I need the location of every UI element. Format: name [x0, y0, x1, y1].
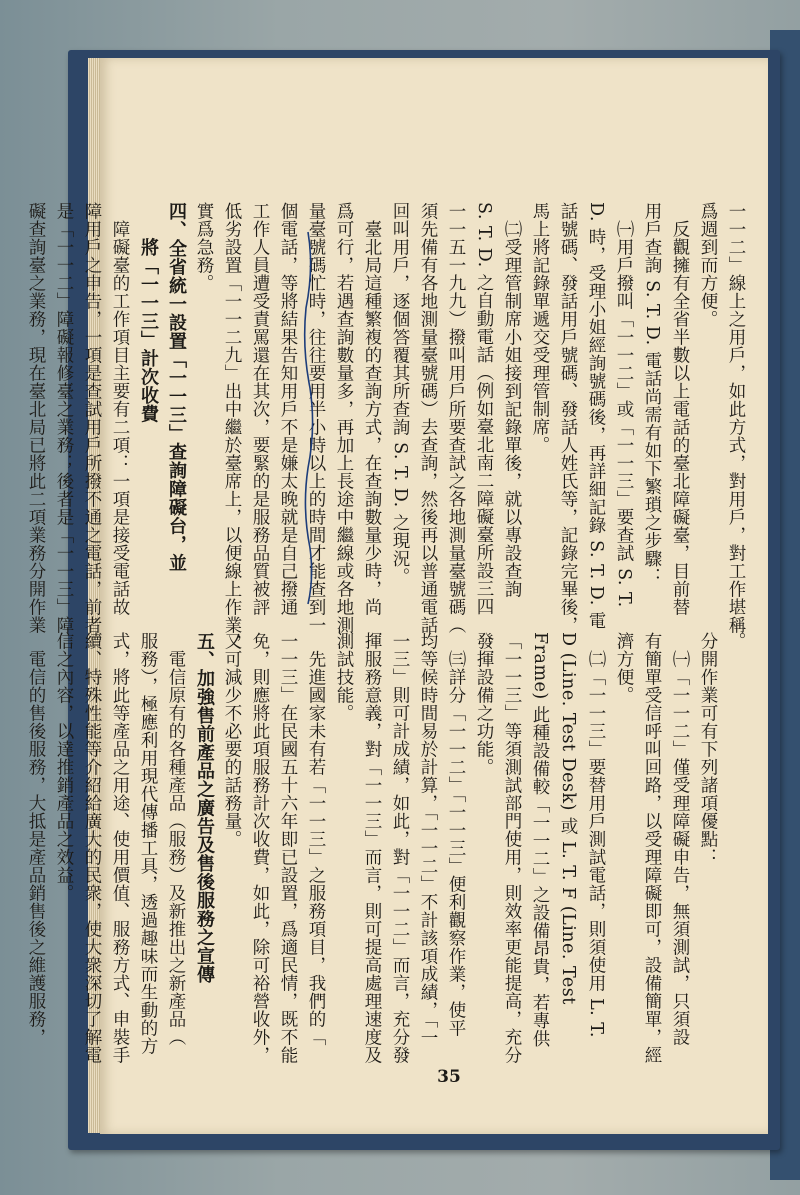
section-heading: 將「一一三」計次收費 — [138, 238, 159, 423]
text-line: ㈠用戶撥叫「一一二」或「一一三」要查試 S. T. — [614, 219, 634, 608]
text-line: 爲可行，若遇查詢數量多，再加上長途中繼線或各地測 — [334, 202, 354, 634]
text-line: ㈡受理管制席小姐接到記錄單後，就以專設查詢 — [502, 219, 522, 598]
text-line: 又可減少不必要的話務量。 — [222, 632, 242, 848]
text-line: 量臺號碼忙時，往往要用半小時以上的時間才能查到一 — [306, 202, 326, 634]
text-line: S. T. D. 之自動電話（例如臺北南二障礙臺所設三四 — [474, 202, 494, 616]
text-line: 礙查詢臺之業務，現在臺北局已將此二項業務分開作業 — [26, 202, 46, 634]
text-line: 揮服務意義，對「一一三」而言，則可提高處理速度及 — [362, 632, 382, 1064]
text-line: 式，將此等產品之用途、使用價值、服務方式、申裝手 — [110, 632, 130, 1064]
upper-text-block — [26, 202, 750, 652]
text-line: 電信原有的各種產品（服務）及新推出之新產品（ — [166, 649, 186, 1046]
text-line: 工作人員遭受責罵還在其次，要緊的是服務品質被評 — [250, 202, 270, 616]
text-line: 信之內容，以達推銷產品之效益。 — [54, 632, 74, 902]
text-line: 話號碼、發話用戶號碼、發話人姓氏等，記錄完畢後， — [558, 202, 578, 634]
text-line: 反觀擁有全省半數以上電話的臺北障礙臺，目前替 — [670, 219, 690, 616]
text-line: Frame) 此種設備較「一一二」之設備昂貴，若專供 — [530, 632, 550, 1048]
text-line: 。 — [726, 632, 746, 650]
text-line: 「一一三」等須測試部門使用，則效率更能提高，充分 — [502, 632, 522, 1064]
text-line: 低劣設置「一一二九」出中繼於臺席上，以便線上作業， — [222, 202, 242, 652]
text-line: 爲週到而方便。 — [698, 202, 718, 328]
text-line: 濟方便。 — [614, 632, 634, 704]
text-line: 發揮設備之功能。 — [474, 632, 494, 776]
text-line: 免，則應將此項服務計次收費，如此，除可裕營收外， — [250, 632, 270, 1064]
text-line: 一一二」線上之用戶，如此方式，對用戶，對工作堪稱 — [726, 202, 746, 634]
text-line: 服務），極應利用現代傳播工具，透過趣味而生動的方 — [138, 632, 158, 1056]
text-line: ㈢詳分「一一二」「一一三」便利觀察作業，使平 — [446, 649, 466, 1037]
text-line: ㈡「一一三」要替用戶測試電話，則須使用 L. T. — [586, 649, 606, 1038]
text-line: D. 時，受理小姐經詢號碼後，再詳細記錄 S. T. D. 電 — [586, 202, 606, 630]
page-number: 35 — [437, 1067, 461, 1087]
text-line: 先進國家未有若「一一三」之服務項目，我們的「 — [306, 649, 326, 1046]
text-line: 障礙臺的工作項目主要有二項：一項是接受電話故 — [110, 219, 130, 616]
text-line: 一三」則可計成績，如此，對「一一二」而言，充分發 — [390, 632, 410, 1064]
section-heading: 五、加強售前產品之廣告及售後服務之宣傳 — [194, 632, 215, 984]
text-line: 臺北局這種繁複的查詢方式，在查詢數量少時，尚 — [362, 219, 382, 616]
text-line: 個電話，等將結果告知用戶不是嫌太晚就是自己撥通 — [278, 202, 298, 616]
text-line: 是「一一二」障礙報修臺之業務；後者是「一一三」障 — [54, 202, 74, 634]
text-line: 測試技能。 — [334, 632, 354, 722]
text-line: 有簡單受信呼叫回路，以受理障礙即可，設備簡單，經 — [642, 632, 662, 1064]
text-line: 障用戶之申告，一項是查試用戶所撥不通之電話，前者 — [82, 202, 102, 634]
text-line: 電信的售後服務，大抵是產品銷售後之維護服務， — [26, 649, 46, 1046]
text-line: D (Line. Test Desk) 或 L. T. F (Line. Test — [558, 632, 578, 1005]
text-line: 一一三」在民國五十六年即已設置，爲適民情，既不能 — [278, 632, 298, 1064]
text-line: 一一五一九九）撥叫用戶所要查試之各地測量臺號碼（ — [446, 202, 466, 634]
text-line: 用戶查詢 S. T. D. 電話尚需有如下繁瑣之步驟： — [642, 202, 662, 586]
text-line: 均等候時間易於計算，「一一二」不計該項成績，「一 — [418, 632, 438, 1047]
text-line: 須先備有各地測量臺號碼）去查詢，然後再以普通電話 — [418, 202, 438, 634]
text-line: 馬上將記錄單遞交受理管制席。 — [530, 202, 550, 454]
lower-text-block — [26, 632, 750, 1064]
text-line: ㈠「一一二」僅受理障礙申告，無須測試，只須設 — [670, 649, 690, 1046]
text-line: 回叫用戶，逐個答覆其所查詢 S. T. D. 之現況。 — [390, 202, 410, 586]
text-line: 實爲急務。 — [194, 202, 214, 292]
section-heading: 四、全省統一設置「一一三」查詢障礙台，並 — [166, 202, 187, 572]
text-line: 分開作業可有下列諸項優點： — [698, 632, 718, 866]
handwritten-annotation — [300, 228, 320, 608]
text-line: 續、特殊性能等介紹給廣大的民衆，使大衆深切了解電 — [82, 632, 102, 1064]
